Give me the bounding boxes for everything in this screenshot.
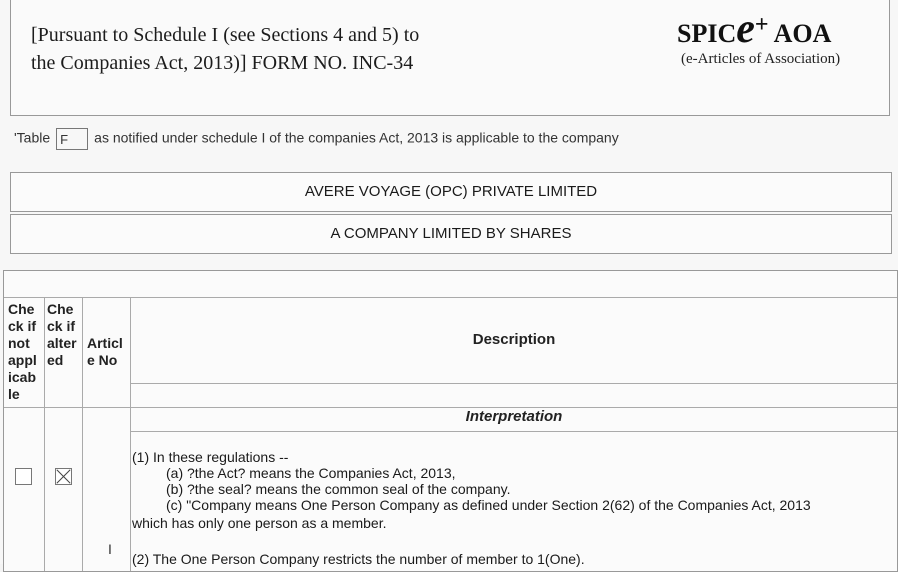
clause-line: (a) ?the Act? means the Companies Act, 2013, bbox=[166, 465, 456, 481]
logo-subtitle: (e-Articles of Association) bbox=[681, 51, 841, 67]
table-applicable-line bbox=[14, 128, 619, 150]
table-label: 'Table bbox=[14, 129, 51, 146]
form-reference-line-1: [Pursuant to Schedule I (see Sections 4 and 5) to bbox=[31, 24, 420, 46]
column-divider bbox=[44, 297, 45, 571]
column-divider bbox=[82, 297, 83, 571]
header-not-applicable: Che ck if not appl icab le bbox=[8, 301, 37, 402]
clause-line: which has only one person as a member. bbox=[132, 515, 387, 531]
clause-line: (2) The One Person Company restricts the number of member to 1(One). bbox=[132, 551, 585, 567]
not-applicable-checkbox[interactable] bbox=[15, 468, 32, 485]
column-divider bbox=[130, 297, 131, 571]
article-number: I bbox=[108, 541, 112, 557]
clause-line: (1) In these regulations -- bbox=[132, 449, 289, 465]
row-divider bbox=[130, 431, 897, 432]
form-header bbox=[10, 0, 890, 116]
header-altered: Che ck if alter ed bbox=[47, 301, 77, 368]
row-divider bbox=[130, 383, 897, 384]
header-article-no: Articl e No bbox=[87, 335, 123, 368]
company-type-field: A COMPANY LIMITED BY SHARES bbox=[10, 214, 892, 254]
spice-aoa-logo: SPICe+ AOA bbox=[677, 6, 832, 52]
table-select-field[interactable]: F bbox=[56, 128, 88, 150]
clause-line: (c) "Company means One Person Company as defined under Section 2(62) of the Companies Act, 2013 bbox=[166, 497, 811, 513]
form-reference bbox=[31, 21, 419, 77]
articles-table bbox=[3, 270, 898, 572]
company-name-field: AVERE VOYAGE (OPC) PRIVATE LIMITED bbox=[10, 172, 892, 212]
clause-line: (b) ?the seal? means the common seal of the company. bbox=[166, 481, 511, 497]
table-applicable-text: as notified under schedule I of the companies Act, 2013 is applicable to the company bbox=[94, 129, 619, 146]
form-reference-line-2: the Companies Act, 2013)] FORM NO. INC-34 bbox=[31, 52, 414, 74]
row-divider bbox=[4, 297, 897, 298]
section-title: Interpretation bbox=[465, 408, 563, 425]
header-description: Description bbox=[472, 331, 556, 348]
altered-checkbox[interactable] bbox=[55, 468, 72, 485]
